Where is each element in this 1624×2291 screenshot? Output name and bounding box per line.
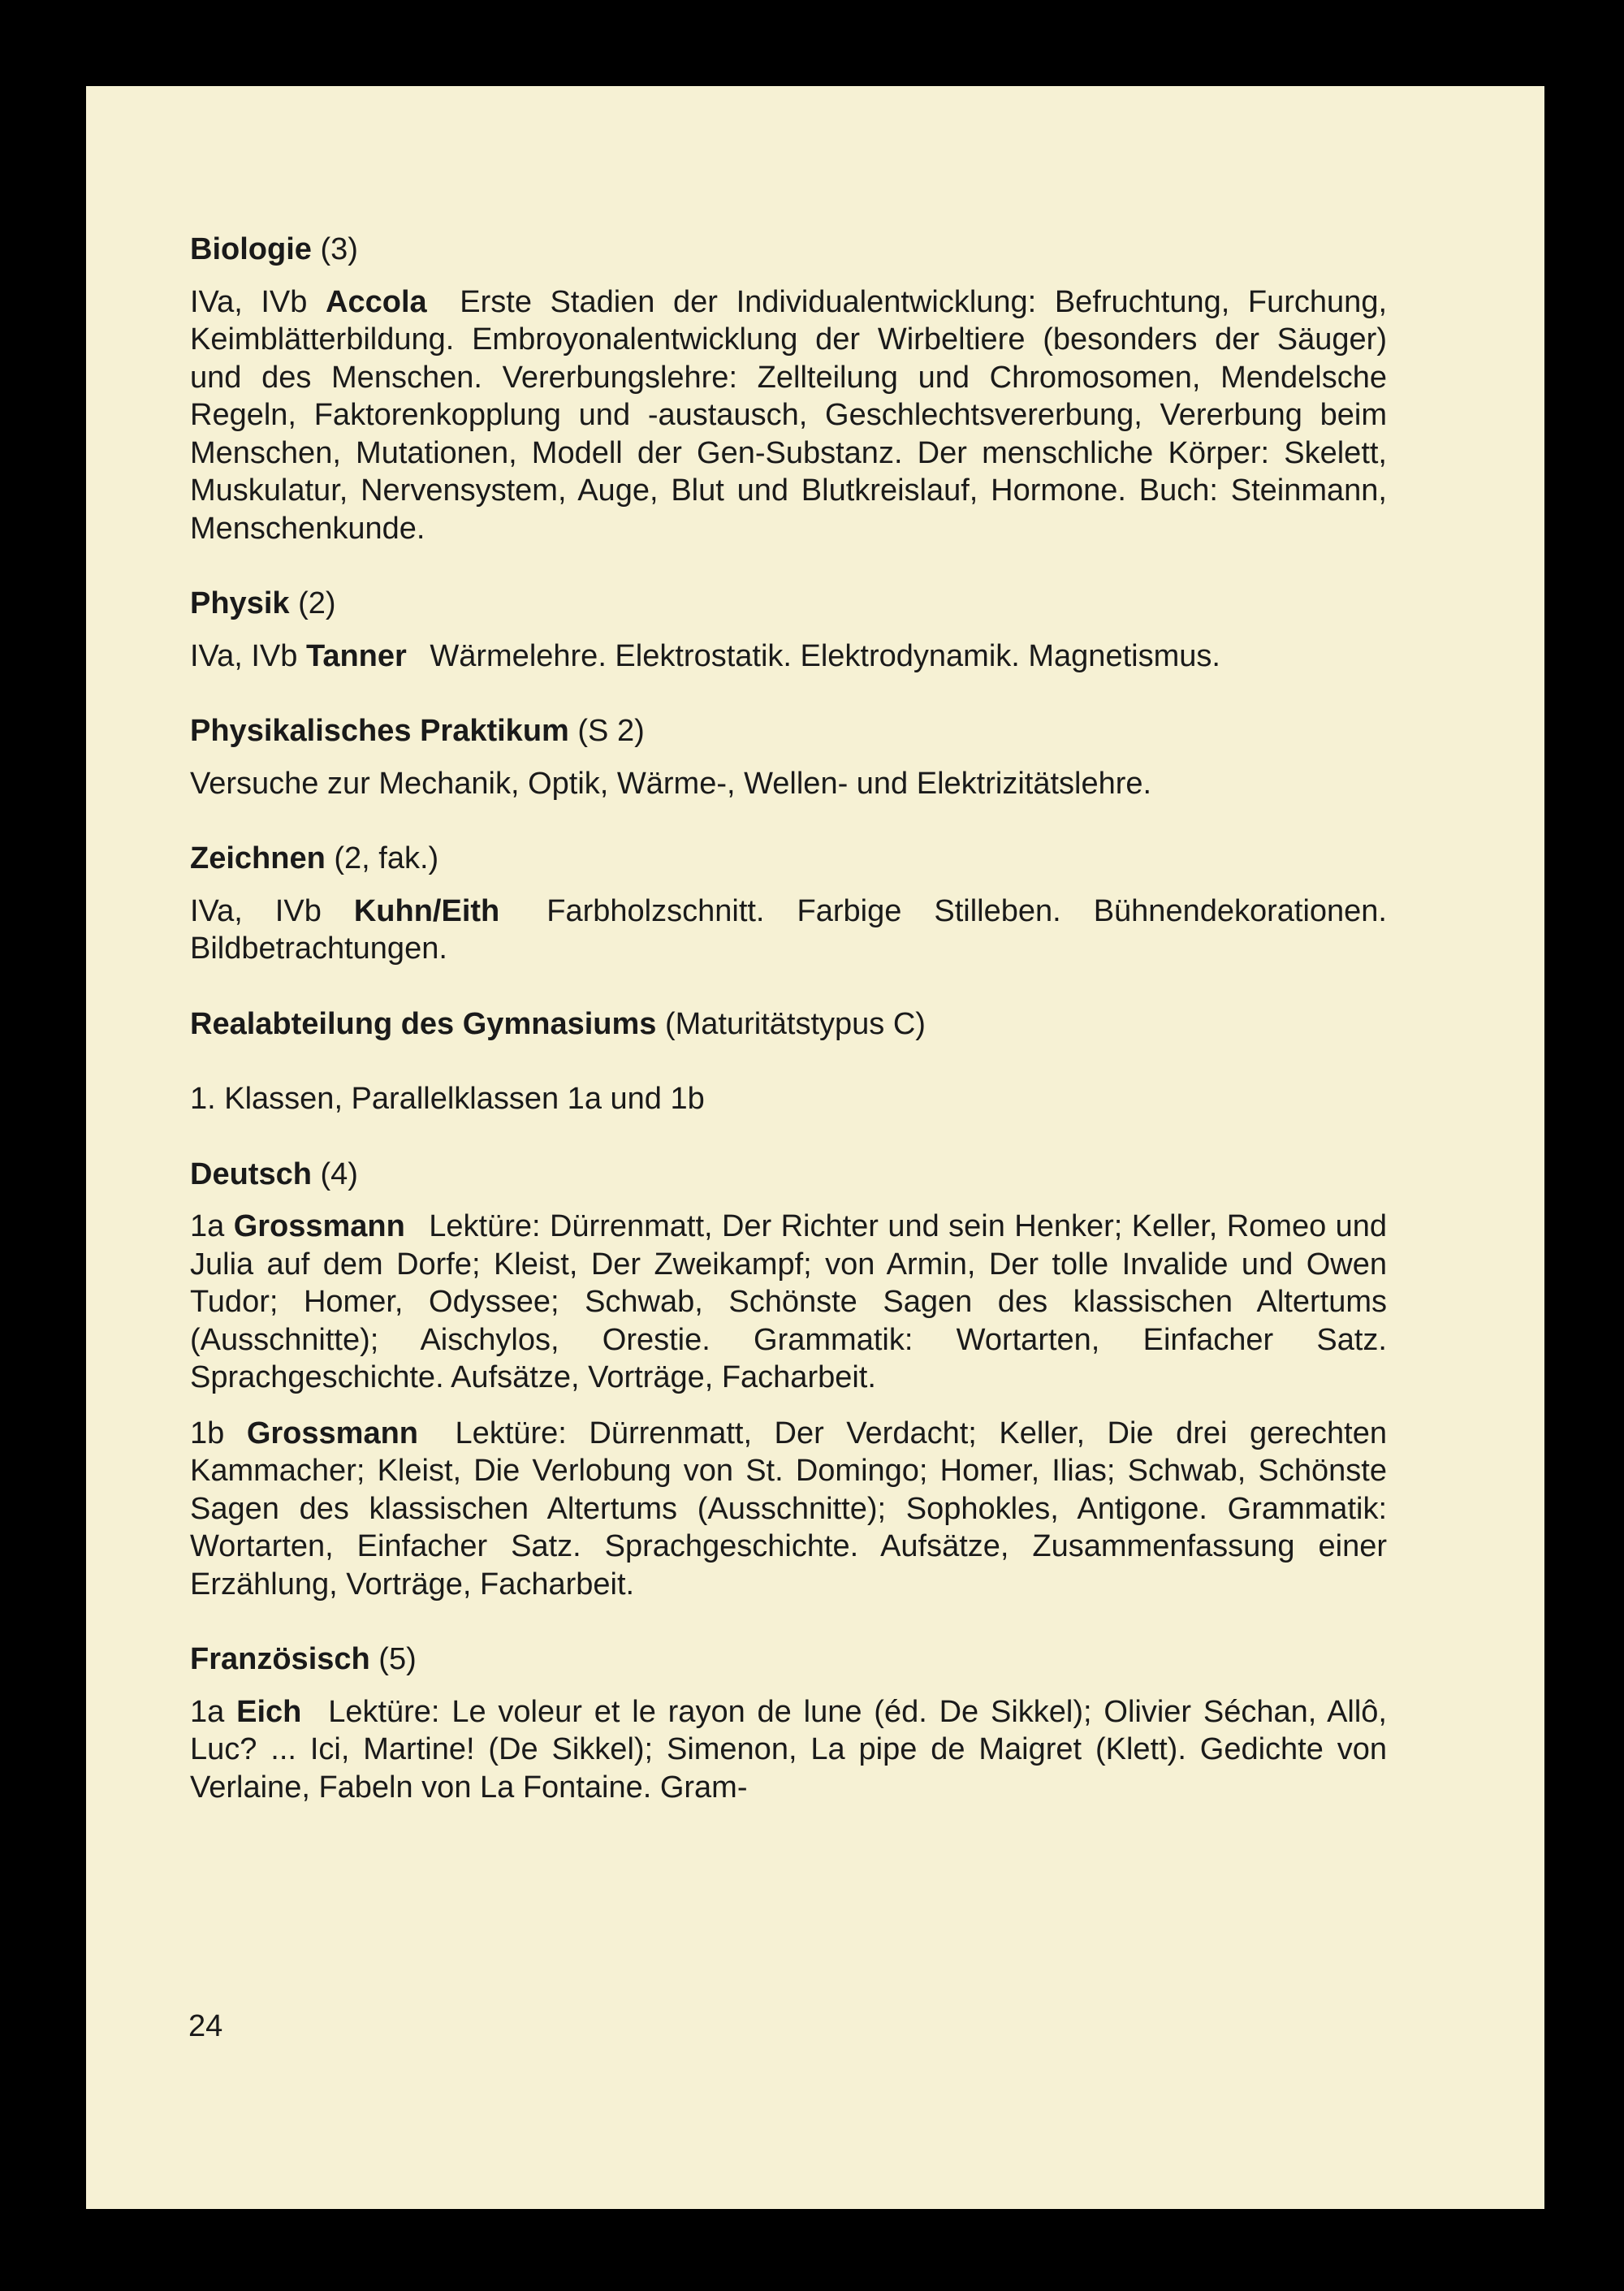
entry-text: Erste Stadien der Individualentwicklung: Befruchtung, Furchung, Keimblätterbildung. Embroyonalentwicklung der Wirbeltiere (besonders der Säuger) und des Menschen. Vererbungslehre: Zellteilung und Chromosomen, Mendelsche Regeln, Faktorenkopplung und -austausch, Geschlechtsvererbung, Vererbung beim Menschen, Mutationen, Modell der Gen-Substanz. Der menschliche Körper: Skelett, Muskulatur, Nervensystem, Auge, Blut und Blutkreislauf, Hormone. Buch: Steinmann, Menschenkunde. xyxy=(190,284,1388,546)
entry-teacher: Grossmann xyxy=(233,1209,405,1243)
entry-teacher: Kuhn/Eith xyxy=(353,893,500,928)
entry-text: Lektüre: Dürrenmatt, Der Richter und sein Henker; Keller, Romeo und Julia auf dem Dorfe; Kleist, Der Zweikampf; von Armin, Der tolle Invalide und Owen Tudor; Homer, Odyssee; Schwab, Schönste Sagen des klassischen Altertums (Ausschnitte); Aischylos, Orestie. Grammatik: Wortarten, Einfacher Satz. Sprachgeschichte. Aufsätze, Vorträge, Facharbeit. xyxy=(190,1209,1388,1394)
entry-classes: IVa, IVb xyxy=(190,893,322,928)
subtitle-realabteilung: 1. Klassen, Parallelklassen 1a und 1b xyxy=(190,1082,705,1116)
section-heading-deutsch xyxy=(190,1156,1387,1194)
entry-deutsch-1a xyxy=(190,1208,1387,1397)
section-note: (S 2) xyxy=(577,714,645,748)
section-heading-realabteilung xyxy=(190,1005,1387,1044)
section-title: Physikalisches Praktikum xyxy=(190,714,569,748)
entry-zeichnen xyxy=(190,893,1387,968)
section-title: Deutsch xyxy=(190,1156,312,1191)
section-note: (3) xyxy=(320,232,358,266)
section-heading-zeichnen xyxy=(190,840,1387,878)
entry-franzoesisch-1a xyxy=(190,1693,1387,1807)
entry-teacher: Eich xyxy=(236,1694,302,1729)
section-title: Realabteilung des Gymnasiums xyxy=(190,1006,657,1041)
section-title: Zeichnen xyxy=(190,841,326,875)
entry-teacher: Accola xyxy=(326,284,427,319)
section-title: Physik xyxy=(190,586,290,620)
entry-classes: 1b xyxy=(190,1416,225,1450)
entry-classes: 1a xyxy=(190,1209,225,1243)
text-praktikum: Versuche zur Mechanik, Optik, Wärme-, Wellen- und Elektrizitätslehre. xyxy=(190,766,1152,801)
section-heading-biologie xyxy=(190,231,1387,269)
section-heading-franzoesisch xyxy=(190,1640,1387,1679)
entry-text: Farbholzschnitt. Farbige Stilleben. Bühnendekorationen. Bildbetrachtungen. xyxy=(190,893,1387,966)
page-number: 24 xyxy=(188,2009,223,2043)
entry-deutsch-1b xyxy=(190,1415,1387,1604)
entry-biologie xyxy=(190,283,1387,548)
section-title: Französisch xyxy=(190,1642,370,1676)
entry-classes: 1a xyxy=(190,1694,225,1729)
entry-text: Lektüre: Dürrenmatt, Der Verdacht; Keller, Die drei gerechten Kammacher; Kleist, Die Verlobung von St. Domingo; Homer, Ilias; Schwab, Schönste Sagen des klassischen Altertums (Ausschnitte); Sophokles, Antigone. Grammatik: Wortarten, Einfacher Satz. Sprachgeschichte. Aufsätze, Zusammenfassung einer Erzählung, Vorträge, Facharbeit. xyxy=(190,1416,1388,1602)
entry-classes: IVa, IVb xyxy=(190,284,308,319)
entry-teacher: Tanner xyxy=(305,638,407,673)
section-note: (2, fak.) xyxy=(334,841,439,875)
entry-teacher: Grossmann xyxy=(246,1416,418,1450)
entry-classes: IVa, IVb xyxy=(190,638,298,673)
section-title: Biologie xyxy=(190,232,312,266)
section-heading-physik xyxy=(190,585,1387,623)
section-heading-praktikum xyxy=(190,712,1387,750)
entry-text: Wärmelehre. Elektrostatik. Elektrodynamik. Magnetismus. xyxy=(430,638,1220,673)
section-note: (Maturitätstypus C) xyxy=(664,1006,926,1041)
page-content xyxy=(190,231,1387,1806)
section-note: (5) xyxy=(378,1642,417,1676)
entry-text: Lektüre: Le voleur et le rayon de lune (éd. De Sikkel); Olivier Séchan, Allô, Luc? ... Ici, Martine! (De Sikkel); Simenon, La pipe de Maigret (Klett). Gedichte von Verlaine, Fabeln von La Fontaine. Gram- xyxy=(190,1694,1387,1805)
document-page xyxy=(86,86,1544,2209)
section-note: (2) xyxy=(298,586,336,620)
section-note: (4) xyxy=(320,1156,358,1191)
entry-physik xyxy=(190,638,1387,676)
